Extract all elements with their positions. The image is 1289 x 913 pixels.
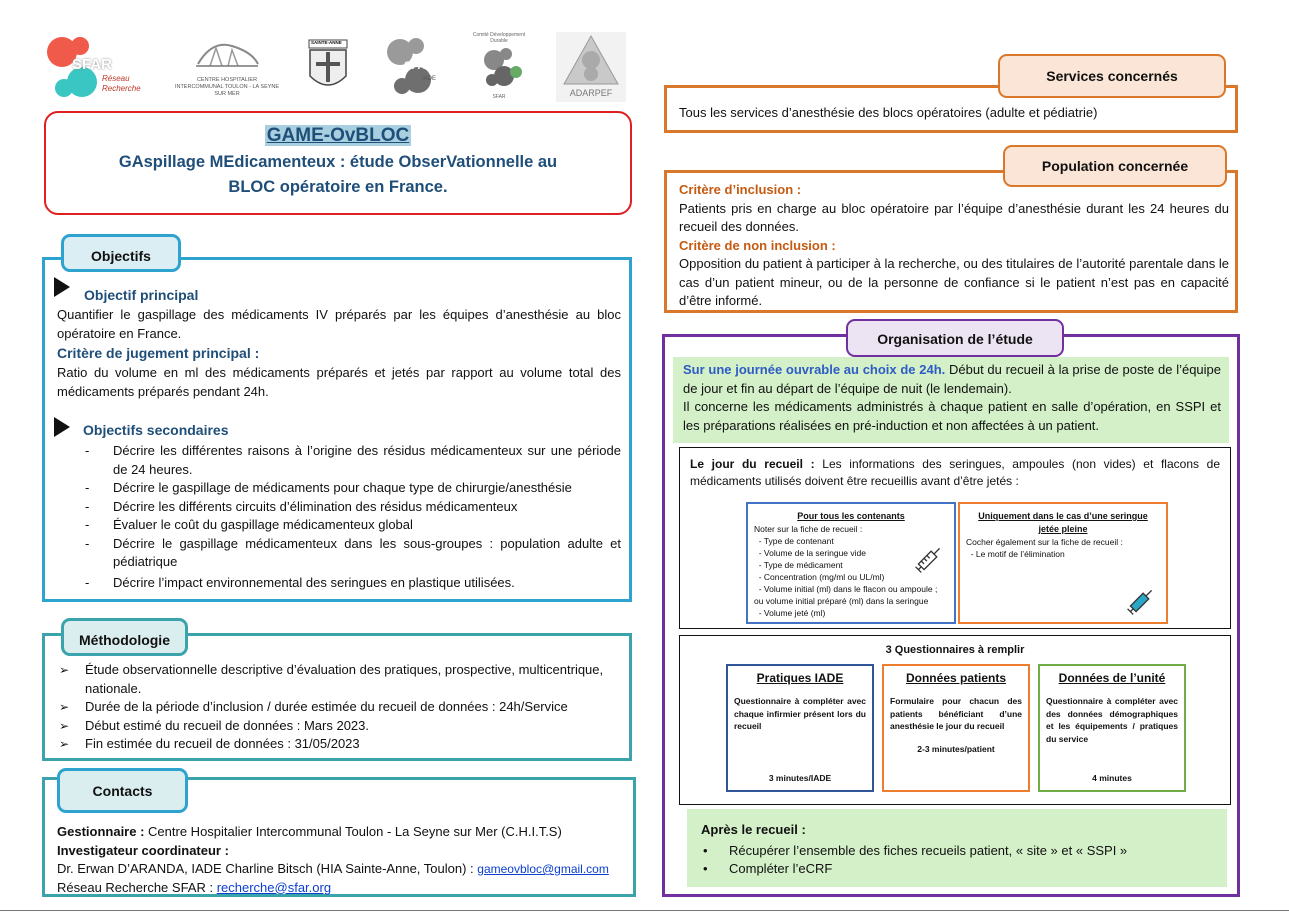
sfar-iade-sub: IADE <box>422 76 437 82</box>
seringue-pleine-box <box>958 502 1168 624</box>
apres-recueil-title: Après le recueil : <box>701 822 806 837</box>
sfar-logo-text: SFAR <box>72 56 113 73</box>
list-item: - Volume de la seringue vide <box>754 548 866 558</box>
reseau-email-link[interactable]: recherche@sfar.org <box>216 879 332 895</box>
list-item: ➢ Début estimé du recueil de données : Mars 2023. <box>57 717 623 736</box>
cdd-logo-sub: SFAR <box>492 94 506 100</box>
investigateur-text: Dr. Erwan D’ARANDA, IADE Charline Bitsch (HIA Sainte-Anne, Toulon) : <box>57 861 474 876</box>
objectifs-panel <box>42 257 632 602</box>
bottom-divider <box>0 910 1289 911</box>
list-item-text: Le motif de l’élimination <box>975 549 1065 559</box>
services-tab: Services concernés <box>998 54 1226 98</box>
filled-syringe-icon <box>1124 584 1158 618</box>
organisation-intro-text1: Début du recueil à la prise de poste de l’équipe de jour et fin au départ de l’équipe de nuit (le lendemain). <box>683 362 1222 396</box>
questionnaire-card-iade <box>726 664 874 792</box>
adarpef-mark-icon <box>556 32 626 88</box>
organisation-intro-text2: Il concerne les médicaments administrés à chaque patient en salle d’opération, en SSPI et les préparations réalisées en pré-induction et non affectées à un patient. <box>683 399 1221 433</box>
organisation-intro <box>673 357 1229 443</box>
chits-logo <box>172 38 282 98</box>
questionnaire-card-time: 2-3 minutes/patient <box>917 743 995 754</box>
objectifs-secondaires-heading: Objectifs secondaires <box>83 422 229 438</box>
list-item <box>701 860 1227 879</box>
population-body <box>679 181 1229 311</box>
tous-contenants-title: Pour tous les contenants <box>797 511 905 521</box>
adarpef-logo <box>556 32 626 102</box>
list-item: - Décrire le gaspillage de médicaments pour chaque type de chirurgie/anesthésie <box>57 479 621 498</box>
list-item: - Décrire le gaspillage médicamenteux dans les sous-groupes : population adulte et pédiatrique <box>57 535 621 572</box>
list-item-text: Compléter l’eCRF <box>729 861 833 876</box>
cdd-logo-text: Comité Développement Durable <box>472 32 526 44</box>
study-title-line1: GAspillage MEdicamenteux : étude ObserVationnelle au <box>118 153 558 171</box>
gestionnaire-line <box>57 823 629 842</box>
list-item: - Volume initial (ml) dans le flacon ou ampoule ; ou volume initial préparé (ml) dans la seringue <box>754 584 938 606</box>
questionnaire-card-unite <box>1038 664 1186 792</box>
bullet-icon: • <box>703 861 708 876</box>
sfar-iade-text: SFAR <box>404 60 434 72</box>
questionnaire-card-title: Données de l’unité <box>1058 671 1166 685</box>
study-acronym <box>46 125 630 147</box>
jour-recueil-label: Le jour du recueil : <box>690 457 815 471</box>
study-title-line2: BLOC opératoire en France. <box>228 178 448 196</box>
contacts-tab: Contacts <box>57 768 188 813</box>
hia-logo-text: SAINTE-ANNE <box>311 40 342 45</box>
list-item: - Concentration (mg/ml ou UL/ml) <box>754 572 885 582</box>
list-item: - Décrire les différents circuits d’élimination des résidus médicamenteux <box>57 498 621 517</box>
population-tab: Population concernée <box>1003 145 1227 187</box>
gestionnaire-text: Centre Hospitalier Intercommunal Toulon - La Seyne sur Mer (C.H.I.T.S) <box>148 824 562 839</box>
questionnaire-card-text: Formulaire pour chacun des patients bénéficiant d’une anesthésie le jour du recueil <box>890 696 1022 731</box>
hia-shield-icon <box>306 38 350 96</box>
organisation-tab: Organisation de l’étude <box>846 319 1064 357</box>
objectifs-tab: Objectifs <box>61 234 181 272</box>
apres-recueil-list <box>701 842 1227 879</box>
list-item: ➢ Étude observationnelle descriptive d’évaluation des pratiques, prospective, multicentrique, nationale. <box>57 661 623 698</box>
list-item: - Décrire l’impact environnemental des seringues en plastique utilisées. <box>57 574 621 593</box>
seringue-pleine-intro: Cocher également sur la fiche de recueil : <box>966 537 1123 547</box>
list-item <box>701 842 1227 861</box>
hia-logo <box>306 38 350 98</box>
reseau-line <box>57 879 629 898</box>
list-item: - Décrire les différentes raisons à l’origine des résidus médicamenteux sur une période de 24 heures. <box>57 442 621 479</box>
sfar-iade-logo <box>382 36 438 98</box>
population-panel <box>664 170 1238 313</box>
jour-recueil-line <box>690 456 1220 490</box>
list-item-text: Volume jeté (ml) <box>763 608 826 618</box>
inclusion-text: Patients pris en charge au bloc opératoire par l’équipe d’anesthésie durant les 24 heures du recueil des données. <box>679 200 1229 234</box>
questionnaire-card-text: Questionnaire à compléter avec chaque infirmier présent lors du recueil <box>734 696 866 731</box>
cdd-logo <box>464 32 534 102</box>
apres-recueil-box <box>687 809 1227 887</box>
questionnaires-box <box>679 635 1231 805</box>
questionnaire-card-title: Pratiques IADE <box>756 671 844 685</box>
list-item-text: Type de contenant <box>763 536 834 546</box>
services-text: Tous les services d’anesthésie des blocs opératoires (adulte et pédiatrie) <box>679 105 1098 120</box>
list-item: - Volume jeté (ml) <box>754 608 826 618</box>
list-item: ➢ Fin estimée du recueil de données : 31/05/2023 <box>57 735 623 754</box>
sfar-logo <box>42 34 152 100</box>
questionnaire-card-text: Questionnaire à compléter avec des données démographiques et les équipements / pratiques du service <box>1046 696 1178 744</box>
objectif-principal-heading: Objectif principal <box>84 287 199 303</box>
methodologie-tab: Méthodologie <box>61 618 188 656</box>
syringe-icon <box>912 542 946 576</box>
organisation-intro-bold: Sur une journée ouvrable au choix de 24h. <box>683 362 946 377</box>
seringue-pleine-title: Uniquement dans le cas d’une seringue jetée pleine <box>978 511 1148 534</box>
organisation-panel <box>662 334 1240 897</box>
jour-recueil-box <box>679 447 1231 629</box>
objectifs-principal-marker-icon <box>54 277 70 297</box>
list-item: ➢ Durée de la période d’inclusion / durée estimée du recueil de données : 24h/Service <box>57 698 623 717</box>
list-item-text: Volume initial (ml) dans le flacon ou ampoule ; ou volume initial préparé (ml) dans la seringue <box>754 584 938 606</box>
non-inclusion-text: Opposition du patient à participer à la recherche, ou des titulaires de l’autorité parentale dans le cas d’un patient mineur, ou de la personne de confiance si le patient n’est pas en capacité d’être informé. <box>679 256 1229 308</box>
list-item: - Évaluer le coût du gaspillage médicamenteux global <box>57 516 621 535</box>
list-item: - Le motif de l’élimination <box>966 549 1065 559</box>
tous-contenants-box <box>746 502 956 624</box>
non-inclusion-heading: Critère de non inclusion : <box>679 237 836 253</box>
jour-recueil-text: Les informations des seringues, ampoules (non vides) et flacons de médicaments utilisés doivent être recueillis avant d’être jetés : <box>690 457 1220 488</box>
methodologie-list <box>57 661 623 754</box>
list-item-text: Récupérer l’ensemble des fiches recueils patient, « site » et « SSPI » <box>729 842 1128 858</box>
sfar-logo-sub: Réseau Recherche <box>102 74 141 93</box>
list-item-text: Type de médicament <box>763 560 843 570</box>
logo-row <box>40 30 640 102</box>
bullet-icon: • <box>703 842 708 858</box>
contacts-body <box>57 823 629 897</box>
list-item-text: Concentration (mg/ml ou UL/ml) <box>763 572 885 582</box>
seringue-pleine-list <box>966 548 1166 560</box>
questionnaires-title: 3 Questionnaires à remplir <box>885 644 1025 656</box>
objectifs-secondaires-list <box>57 442 621 592</box>
objectif-principal-text: Quantifier le gaspillage des médicaments IV préparés par les équipes d’anesthésie au bloc opératoire en France. <box>57 307 621 341</box>
tous-contenants-intro: Noter sur la fiche de recueil : <box>754 524 863 534</box>
questionnaire-card-patients <box>882 664 1030 792</box>
list-item-text: Volume de la seringue vide <box>763 548 866 558</box>
gestionnaire-label: Gestionnaire : <box>57 824 145 839</box>
title-box <box>44 111 632 215</box>
reseau-text: Réseau Recherche SFAR : <box>57 879 214 895</box>
critere-jugement-text: Ratio du volume en ml des médicaments préparés et jetés par rapport au volume total des médicaments préparés pendant 24h. <box>57 365 621 399</box>
list-item: - Type de médicament <box>754 560 843 570</box>
questionnaire-card-time: 4 minutes <box>1092 773 1132 783</box>
questionnaire-card-title: Données patients <box>905 671 1007 685</box>
investigateur-line <box>57 860 629 879</box>
chits-logo-text: CENTRE HOSPITALIER INTERCOMMUNAL TOULON - LA SEYNE SUR MER <box>174 77 280 97</box>
list-item: - Type de contenant <box>754 536 834 546</box>
objectifs-secondaires-marker-icon <box>54 417 70 437</box>
investigateur-label: Investigateur coordinateur : <box>57 842 229 858</box>
questionnaire-card-time: 3 minutes/IADE <box>768 773 832 783</box>
chits-mark-icon <box>192 38 262 72</box>
adarpef-logo-text: ADARPEF <box>569 88 613 98</box>
study-acronym-text: GAME-OvBLOC <box>266 125 410 146</box>
investigateur-email-link[interactable]: gameovbloc@gmail.com <box>477 862 609 876</box>
inclusion-heading: Critère d’inclusion : <box>679 182 802 197</box>
critere-jugement-heading: Critère de jugement principal : <box>57 345 260 361</box>
